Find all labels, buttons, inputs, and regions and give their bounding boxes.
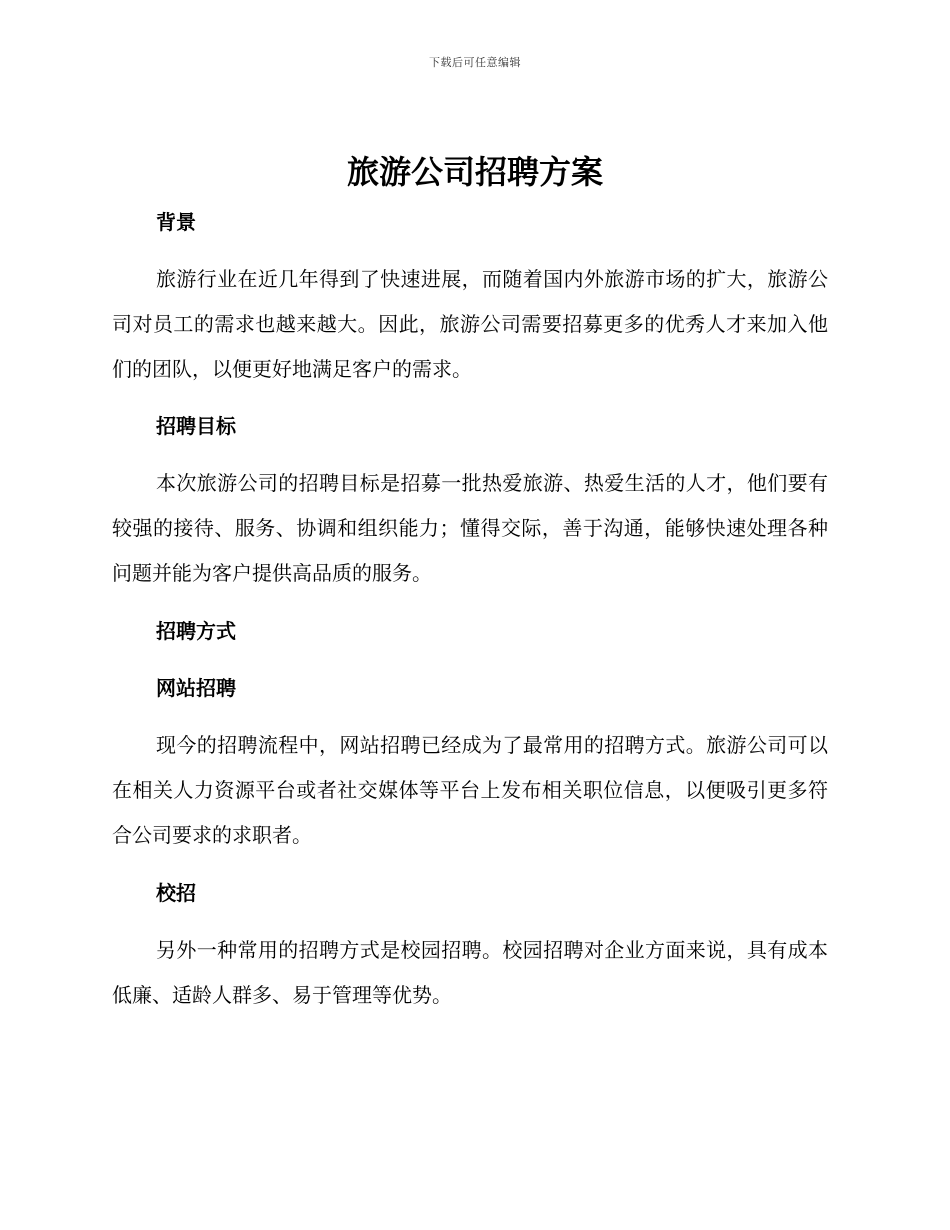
- section-heading-methods: 招聘方式: [156, 619, 236, 643]
- section-heading-goal: 招聘目标: [156, 414, 236, 438]
- section-paragraph-background: 旅游行业在近几年得到了快速进展，而随着国内外旅游市场的扩大，旅游公司对员工的需求也越来越大。因此，旅游公司需要招募更多的优秀人才来加入他们的团队，以便更好地满足客户的需求。: [112, 267, 828, 381]
- section-heading-campus: 校招: [156, 881, 196, 905]
- section-paragraph-website: 现今的招聘流程中，网站招聘已经成为了最常用的招聘方式。旅游公司可以在相关人力资源平台或者社交媒体等平台上发布相关职位信息，以便吸引更多符合公司要求的求职者。: [112, 733, 828, 847]
- section-paragraph-goal: 本次旅游公司的招聘目标是招募一批热爱旅游、热爱生活的人才，他们要有较强的接待、服务、协调和组织能力；懂得交际，善于沟通，能够快速处理各种问题并能为客户提供高品质的服务。: [112, 471, 828, 585]
- section-paragraph-campus: 另外一种常用的招聘方式是校园招聘。校园招聘对企业方面来说，具有成本低廉、适龄人群多、易于管理等优势。: [112, 938, 828, 1007]
- section-heading-website: 网站招聘: [156, 676, 236, 700]
- document-title: 旅游公司招聘方案: [346, 153, 603, 191]
- header-note: 下载后可任意编辑: [429, 56, 521, 69]
- section-heading-background: 背景: [156, 210, 196, 234]
